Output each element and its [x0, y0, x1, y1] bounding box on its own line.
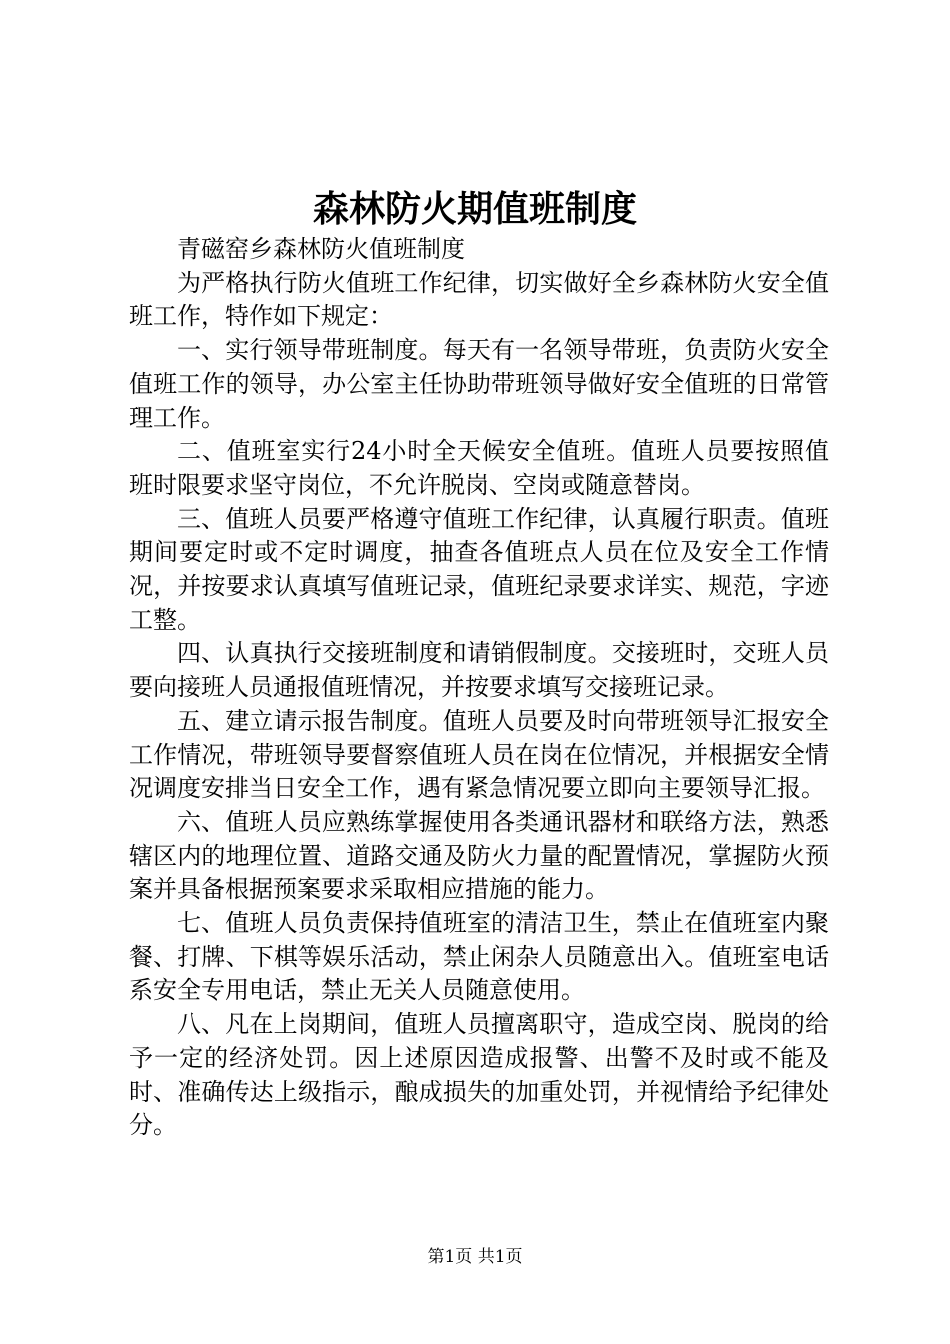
page-number-footer: 第1页 共1页 — [427, 1247, 523, 1267]
rule-paragraph-7: 七、值班人员负责保持值班室的清洁卫生，禁止在值班室内聚餐、打牌、下棋等娱乐活动，禁止闲杂人员随意出入。值班室电话系安全专用电话，禁止无关人员随意使用。 — [129, 909, 829, 1005]
rule-paragraph-1: 一、实行领导带班制度。每天有一名领导带班，负责防火安全值班工作的领导，办公室主任协助带班领导做好安全值班的日常管理工作。 — [129, 336, 829, 432]
rule-paragraph-3: 三、值班人员要严格遵守值班工作纪律，认真履行职责。值班期间要定时或不定时调度，抽查各值班点人员在位及安全工作情况，并按要求认真填写值班记录，值班纪录要求详实、规范，字迹工整。 — [129, 504, 829, 634]
document-title: 森林防火期值班制度 — [312, 188, 637, 230]
subtitle-paragraph: 青磁窑乡森林防火值班制度 — [177, 235, 465, 263]
intro-paragraph: 为严格执行防火值班工作纪律，切实做好全乡森林防火安全值班工作，特作如下规定： — [129, 268, 829, 331]
rule-paragraph-4: 四、认真执行交接班制度和请销假制度。交接班时，交班人员要向接班人员通报值班情况，并按要求填写交接班记录。 — [129, 639, 829, 702]
rule-paragraph-8: 八、凡在上岗期间，值班人员擅离职守，造成空岗、脱岗的给予一定的经济处罚。因上述原因造成报警、出警不及时或不能及时、准确传达上级指示，酿成损失的加重处罚，并视情给予纪律处分。 — [129, 1010, 829, 1140]
rule-paragraph-6: 六、值班人员应熟练掌握使用各类通讯器材和联络方法，熟悉辖区内的地理位置、道路交通及防火力量的配置情况，掌握防火预案并具备根据预案要求采取相应措施的能力。 — [129, 807, 829, 904]
rule-paragraph-2: 二、值班室实行24小时全天候安全值班。值班人员要按照值班时限要求坚守岗位，不允许脱岗、空岗或随意替岗。 — [129, 437, 829, 499]
document-body — [129, 233, 829, 1143]
rule-paragraph-5: 五、建立请示报告制度。值班人员要及时向带班领导汇报安全工作情况，带班领导要督察值班人员在岗在位情况，并根据安全情况调度安排当日安全工作，遇有紧急情况要立即向主要领导汇报。 — [129, 706, 829, 803]
